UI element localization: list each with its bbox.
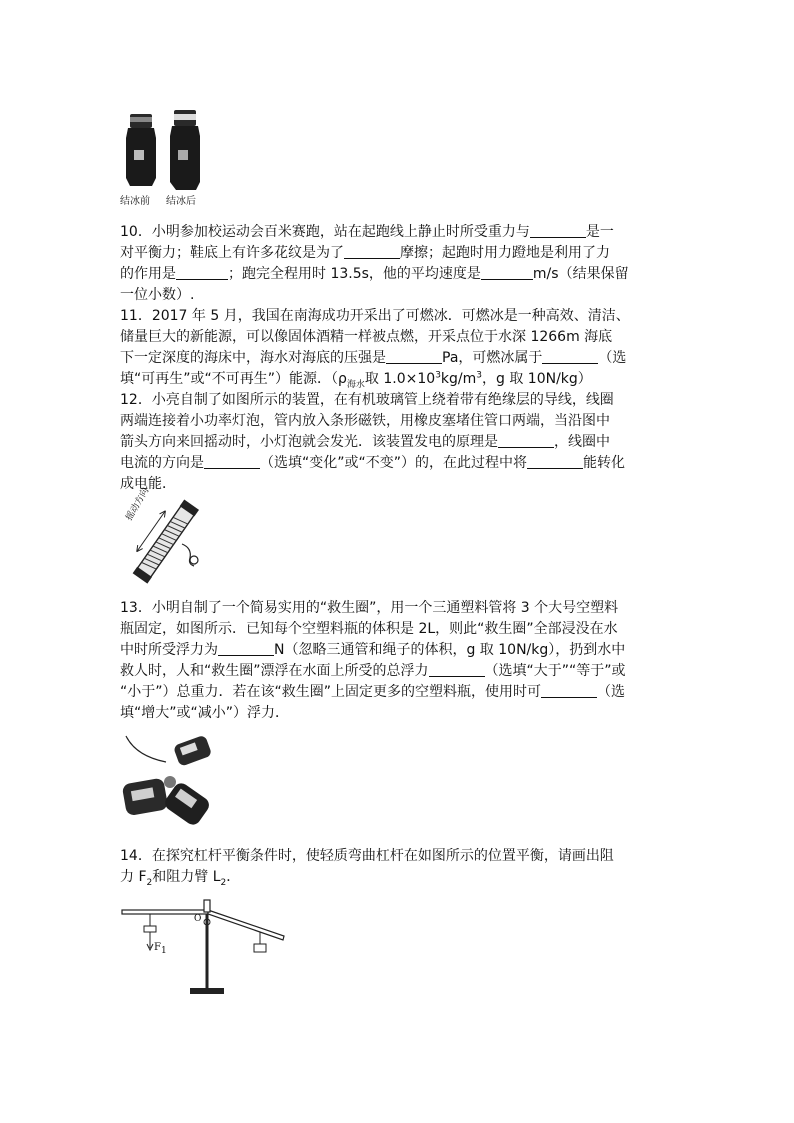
q13-line-6: 填“增大”或“减小”）浮力． [120,705,290,721]
question-14 [120,846,676,888]
q11-line-2: 储量巨大的新能源，可以像固体酒精一样被点燃，开采点位于水深 1266m 海底 [120,329,613,345]
answer-blank[interactable] [218,641,274,656]
question-11 [120,306,676,390]
figure-ice-bottles [120,106,210,208]
q11-line-3: 下一定深度的海床中，海水对海底的压强是 Pa，可燃冰属于 （选 [120,350,627,366]
q13-line-3: 中时所受浮力为 N（忽略三通管和绳子的体积，g 取 10N/kg），扔到水中 [120,642,626,658]
answer-blank[interactable] [542,349,598,364]
answer-blank[interactable] [386,349,442,364]
question-12 [120,390,676,495]
figure-bent-lever [120,896,292,1002]
q10-line-1: 10．小明参加校运动会百米赛跑，站在起跑线上静止时所受重力与 是一 [120,224,614,240]
q13-line-2: 瓶固定，如图所示．已知每个空塑料瓶的体积是 2L，则此“救生圈”全部浸没在水 [120,621,618,637]
caption-after-freezing: 结冰后 [166,196,196,207]
q12-line-1: 12．小亮自制了如图所示的装置，在有机玻璃管上绕着带有绝缘层的导线，线圈 [120,392,614,408]
q10-line-4: 一位小数）. [120,287,195,303]
q10-line-3: 的作用是 ；跑完全程用时 13.5s，他的平均速度是 m/s（结果保留 [120,266,629,282]
pivot-label-o: O [194,914,202,924]
q13-line-1: 13．小明自制了一个简易实用的“救生圈”，用一个三通塑料管将 3 个大号空塑料 [120,600,619,616]
answer-blank[interactable] [481,265,533,280]
answer-blank[interactable] [176,265,228,280]
shake-direction-label: 摇动方向 [124,486,152,523]
q14-line-2: 力 $F_2$和阻力臂 $L_2$． [120,869,241,888]
bent-lever-image [120,896,292,1002]
life-buoy-image [120,730,212,832]
answer-blank[interactable] [527,454,583,469]
answer-blank[interactable] [530,223,586,238]
question-10 [120,222,676,306]
q13-line-4: 救人时，人和“救生圈”漂浮在水面上所受的总浮力 （选填“大于”“等于”或 [120,663,626,679]
q11-line-4: 填“可再生”或“不可再生”）能源．（$\rho_{海水}$取 $1.0\times 10^3kg/m^3$，g 取 10N/kg） [120,370,592,390]
q14-line-1: 14．在探究杠杆平衡条件时，使轻质弯曲杠杆在如图所示的位置平衡，请画出阻 [120,848,614,864]
figure-life-buoy [120,730,212,832]
figure-coil-tube [120,486,210,586]
answer-blank[interactable] [541,683,597,698]
q13-line-5: “小于”）总重力．若在该“救生圈”上固定更多的空塑料瓶，使用时可 （选 [120,684,626,700]
question-13 [120,598,676,724]
q12-line-5: 成电能． [120,476,176,492]
q12-line-2: 两端连接着小功率灯泡，管内放入条形磁铁，用橡皮塞堵住管口两端，当沿图中 [120,413,610,429]
answer-blank[interactable] [344,244,400,259]
caption-before-freezing: 结冰前 [120,196,150,207]
force-label-f1: $F_1$ [154,942,167,956]
q12-line-3: 箭头方向来回摇动时，小灯泡就会发光．该装置发电的原理是 ，线圈中 [120,434,610,450]
answer-blank[interactable] [204,454,260,469]
answer-blank[interactable] [498,433,554,448]
q12-line-4: 电流的方向是 （选填“变化”或“不变”）的，在此过程中将 能转化 [120,455,626,471]
q10-line-2: 对平衡力；鞋底上有许多花纹是为了 摩擦；起跑时用力蹬地是利用了力 [120,245,610,261]
q11-line-1: 11．2017 年 5 月，我国在南海成功开采出了可燃冰．可燃冰是一种高效、清洁、 [120,308,630,324]
answer-blank[interactable] [429,662,485,677]
